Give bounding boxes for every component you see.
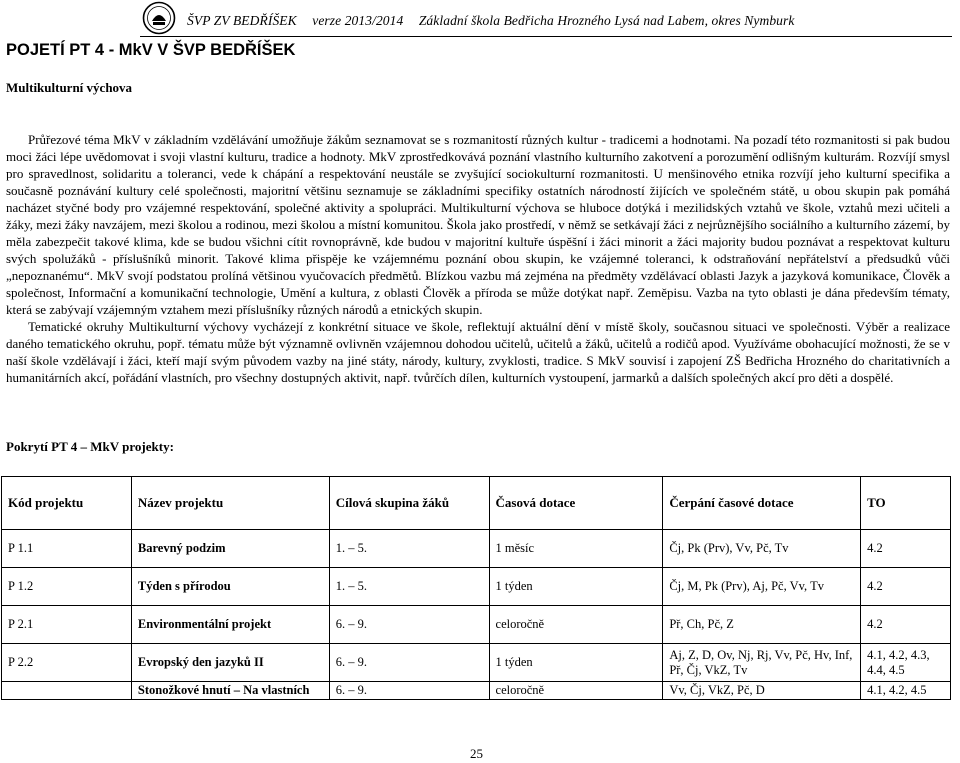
table-cell: Aj, Z, D, Ov, Nj, Rj, Vv, Pč, Hv, Inf, Př, Čj, VkZ, Tv bbox=[663, 644, 861, 682]
header-text bbox=[187, 13, 806, 29]
table-cell: 1. – 5. bbox=[329, 568, 489, 606]
header-school: Základní škola Bedřicha Hrozného Lysá nad Labem, okres Nymburk bbox=[418, 13, 795, 28]
table-cell: celoročně bbox=[489, 682, 663, 700]
page-title: POJETÍ PT 4 - MkV V ŠVP BEDŘÍŠEK bbox=[6, 41, 296, 59]
table-header-cell: Název projektu bbox=[131, 477, 329, 530]
table-row bbox=[2, 682, 951, 700]
table-cell: Barevný podzim bbox=[131, 530, 329, 568]
table-header-cell: Cílová skupina žáků bbox=[329, 477, 489, 530]
table-cell: Př, Ch, Pč, Z bbox=[663, 606, 861, 644]
table-row bbox=[2, 606, 951, 644]
header-program: ŠVP ZV BEDŘÍŠEK bbox=[187, 13, 297, 28]
table-cell: 1 týden bbox=[489, 568, 663, 606]
table-header-cell: Čerpání časové dotace bbox=[663, 477, 861, 530]
section-heading: Pokrytí PT 4 – MkV projekty: bbox=[6, 439, 174, 454]
table-row bbox=[2, 568, 951, 606]
header-version: verze 2013/2014 bbox=[312, 13, 404, 28]
table-cell: Environmentální projekt bbox=[131, 606, 329, 644]
table-cell: 6. – 9. bbox=[329, 682, 489, 700]
table-cell: 6. – 9. bbox=[329, 606, 489, 644]
table-cell: 6. – 9. bbox=[329, 644, 489, 682]
table-cell: Čj, M, Pk (Prv), Aj, Pč, Vv, Tv bbox=[663, 568, 861, 606]
table-row bbox=[2, 644, 951, 682]
table-cell: Stonožkové hnutí – Na vlastních bbox=[131, 682, 329, 700]
projects-table bbox=[1, 476, 951, 700]
page-subtitle: Multikulturní výchova bbox=[6, 80, 133, 95]
table-cell: Vv, Čj, VkZ, Pč, D bbox=[663, 682, 861, 700]
table-cell: 1 měsíc bbox=[489, 530, 663, 568]
table-row bbox=[2, 530, 951, 568]
table-cell: Čj, Pk (Prv), Vv, Pč, Tv bbox=[663, 530, 861, 568]
table-header-cell: TO bbox=[861, 477, 951, 530]
body-text bbox=[6, 131, 950, 386]
table-cell: 4.1, 4.2, 4.3, 4.4, 4.5 bbox=[861, 644, 951, 682]
table-cell: 4.2 bbox=[861, 530, 951, 568]
table-cell: 4.2 bbox=[861, 606, 951, 644]
table-cell: Evropský den jazyků II bbox=[131, 644, 329, 682]
table-cell: 1 týden bbox=[489, 644, 663, 682]
table-header-row bbox=[2, 477, 951, 530]
page-header bbox=[140, 0, 952, 37]
table-cell: P 1.2 bbox=[2, 568, 132, 606]
table-cell: 4.2 bbox=[861, 568, 951, 606]
table-header-cell: Časová dotace bbox=[489, 477, 663, 530]
table-cell: P 1.1 bbox=[2, 530, 132, 568]
table-cell: P 2.2 bbox=[2, 644, 132, 682]
paragraph: Průřezové téma MkV v základním vzdělávání umožňuje žákům seznamovat se s rozmanitostí různých kultur - tradicemi a hodnotami. Na pozadí této rozmanitosti si pak budou moci žáci lépe uvědomovat i svoji vlastní kulturu, tradice a hodnoty. MkV zprostředkovává poznání vlastního kulturního zakotvení a porozumění odlišným kulturám. Rozvíjí smysl pro spravedlnost, solidaritu a toleranci, vede k chápání a respektování neustále se zvyšující sociokulturní rozmanitosti. U menšinového etnika rozvíjí jeho kulturní specifika a současně poznávání kultury celé společnosti, majoritní většinu seznamuje se základními specifiky ostatních národností žijících ve společném státě, u obou skupin pak pomáhá nacházet styčné body pro vzájemné respektování, společné aktivity a spolupráci. Multikulturní výchova se hluboce dotýká i mezilidských vztahů ve škole, vztahů mezi učiteli a žáky, mezi žáky navzájem, mezi školou a rodinou, mezi školou a místní komunitou. Škola jako prostředí, v němž se setkávají žáci z nejrůznějšího sociálního a kulturního zázemí, by měla zabezpečit takové klima, kde se budou všichni cítit rovnoprávně, kde budou v majoritní kultuře úspěšní i žáci minorit a žáci majority budou poznávat a respektovat kulturu svých spolužáků - příslušníků minorit. Takové klima přispěje ke vzájemnému poznání obou skupin, ke vzájemné toleranci, k odstraňování nepřátelství a předsudků vůči „nepoznanému“. MkV svojí podstatou prolíná většinou vyučovacích předmětů. Blízkou vazbu má zejména na předměty vzdělávací oblasti Jazyk a jazyková komunikace, Člověk a společnost, Informační a komunikační technologie, Umění a kultura, z oblasti Člověk a příroda se může dotýkat např. Zeměpisu. Vazba na tyto oblasti je dána především tématy, která se zabývají vzájemným vztahem mezi příslušníky různých národů a etnických skupin. bbox=[6, 132, 950, 317]
table-cell: celoročně bbox=[489, 606, 663, 644]
table-cell: 4.1, 4.2, 4.5 bbox=[861, 682, 951, 700]
table-cell: 1. – 5. bbox=[329, 530, 489, 568]
table-cell: Týden s přírodou bbox=[131, 568, 329, 606]
table-cell bbox=[2, 682, 132, 700]
table-cell: P 2.1 bbox=[2, 606, 132, 644]
table-header-cell: Kód projektu bbox=[2, 477, 132, 530]
paragraph: Tematické okruhy Multikulturní výchovy vycházejí z konkrétní situace ve škole, reflektují aktuální dění v místě školy, současnou situaci ve společnosti. Výběr a realizace daného tematického okruhu, popř. tématu může být významně ovlivněn vzájemnou dohodou učitelů, učitelů a žáků, učitelů a rodičů apod. Využíváme obohacující možnosti, že se v naší škole vzdělávají i žáci, kteří mají svým původem vazby na jiné státy, národy, kultury, zvyklosti, tradice. S MkV souvisí i zapojení ZŠ Bedřicha Hrozného do charitativních a humanitárních akcí, pořádání vlastních, pro všechny dostupných aktivit, např. tvůrčích dílen, kulturních vystoupení, jarmarků a dalších společných akcí pro děti a dospělé. bbox=[6, 319, 950, 385]
school-logo-icon bbox=[140, 1, 178, 35]
page-number: 25 bbox=[470, 746, 483, 761]
